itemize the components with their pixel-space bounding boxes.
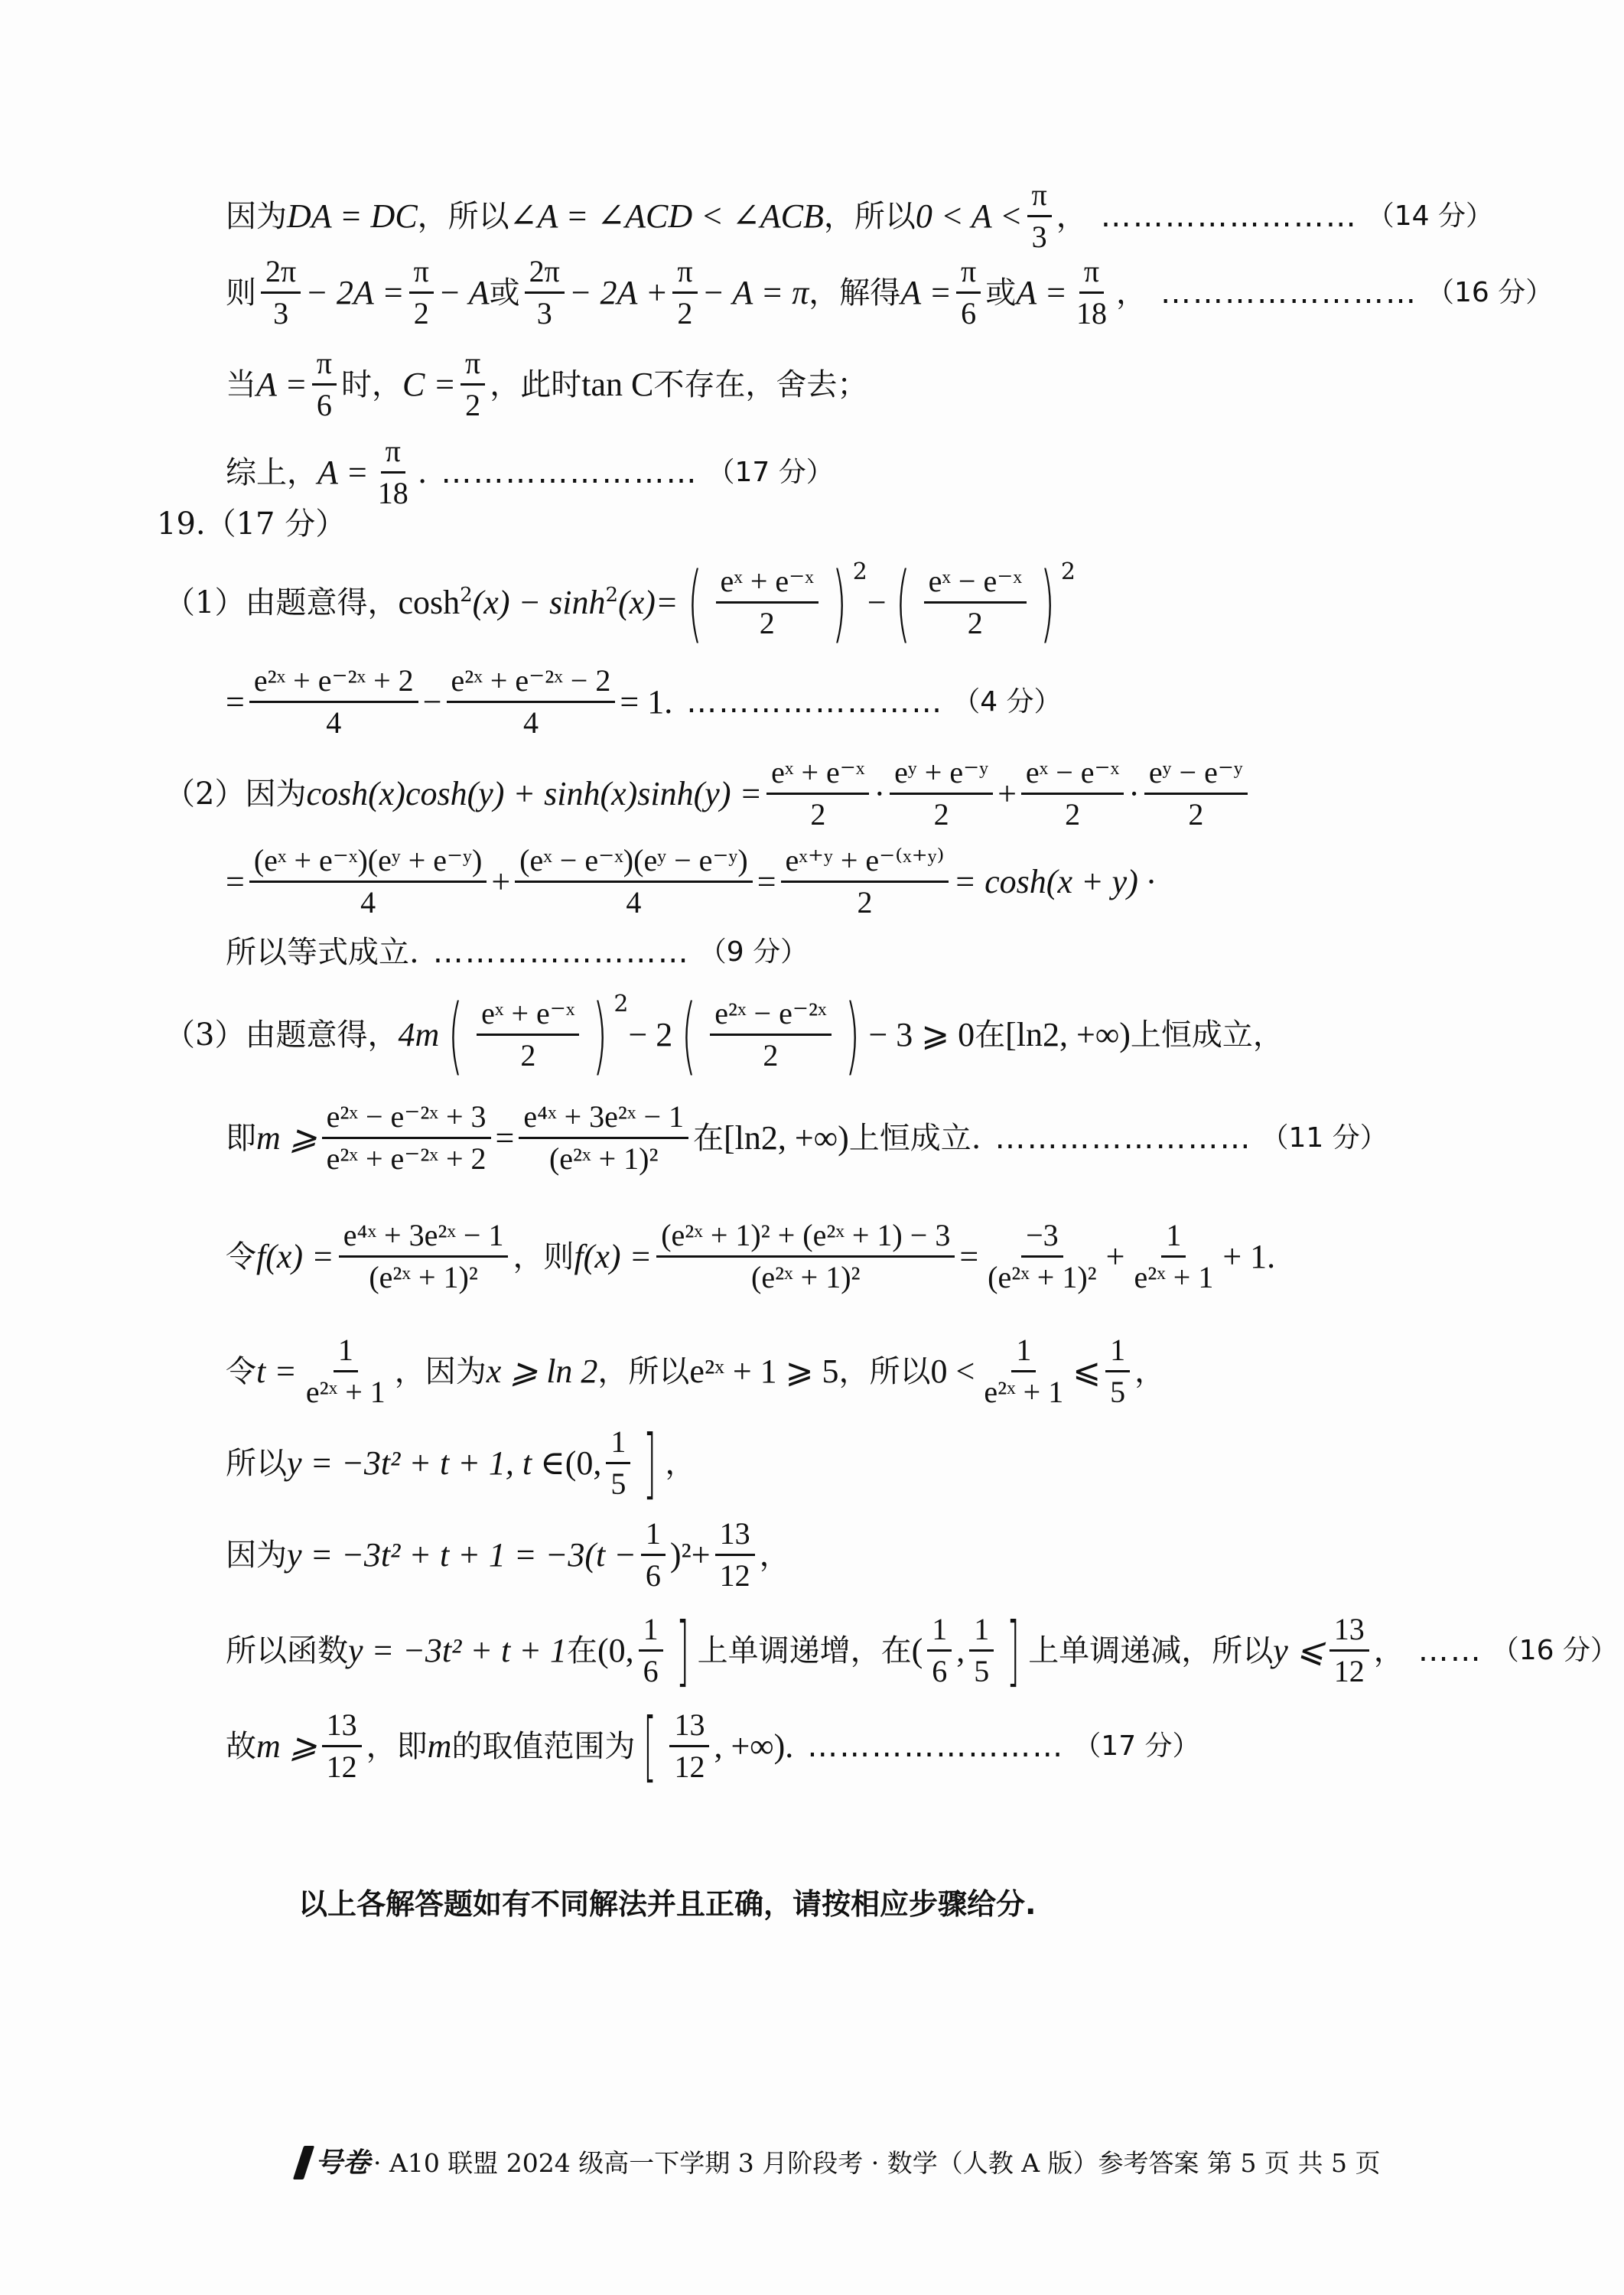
fraction: $\frac{\text{eʸ − e⁻ʸ}}{2}$ [1144, 757, 1248, 830]
math: = 1. [620, 682, 673, 721]
text: （3）由题意得， [164, 1017, 399, 1053]
fraction: $\frac{\pi}{6}$ [312, 348, 337, 421]
text: （1）由题意得， [164, 584, 399, 620]
text: 令 [226, 1353, 256, 1389]
fraction: $\frac{\text{(e²ˣ + 1)² + (e²ˣ + 1) − 3}}{\text{(e²ˣ + 1)²}}$ [656, 1220, 955, 1293]
fraction: $\frac{-3}{\text{(e²ˣ + 1)²}}$ [988, 1218, 1097, 1294]
leader-dots: …………………… [994, 1120, 1252, 1156]
part-3-line-1: （3）由题意得， 4m ( $\frac{\text{eˣ + e⁻ˣ}}{2}$ ) 2 − 2 ( $\frac{\text{e²ˣ − e⁻²ˣ}}{2}$ ) − 3 ⩾ 0 在 [ln2, +∞) 上恒成立， [164, 985, 1284, 1084]
text: 上单调递减，所以 [1028, 1633, 1274, 1668]
part-3-line-3 [226, 1220, 1275, 1293]
part-3-line-2 [226, 1099, 1388, 1176]
fraction: $\frac{\text{eˣ + e⁻ˣ}}{2}$ [477, 998, 579, 1071]
score-label: （16 分） [1427, 276, 1554, 308]
math: y ⩽ [1273, 1631, 1325, 1669]
leader-dots: …………………… [686, 684, 944, 720]
part-1-line-2 [226, 663, 1062, 740]
footer-text: · A10 联盟 2024 级高一下学期 3 月阶段考 · 数学（人教 A 版）参考答案 第 5 页 共 5 页 [373, 2147, 1381, 2178]
text: 所以等式成立. [226, 935, 419, 970]
fraction: $\frac{\text{(eˣ − e⁻ˣ)(eʸ − e⁻ʸ)}}{4}$ [515, 845, 753, 918]
math: m ⩾ [256, 1727, 317, 1765]
leader-dots: …………………… [1160, 275, 1418, 311]
fraction: $\frac{\pi}{2}$ [409, 256, 434, 329]
math: = [495, 1118, 515, 1157]
math: (0, [565, 1444, 602, 1482]
math: A = [1016, 273, 1068, 311]
fraction: $\frac{\text{eˣ − e⁻ˣ}}{2}$ [1021, 757, 1124, 830]
math: A = [317, 453, 369, 491]
fraction: $\frac{\text{e⁴ˣ + 3e²ˣ − 1}}{\text{(e²ˣ + 1)²}}$ [519, 1102, 688, 1174]
math: = [959, 1237, 979, 1275]
math: + 1. [1222, 1237, 1276, 1275]
text: ， [665, 1445, 696, 1481]
text: 在 [693, 1120, 724, 1156]
text: ，解得 [809, 275, 901, 311]
math: cosh [398, 583, 461, 621]
question-label: 19.（17 分） [157, 506, 347, 542]
grading-note [298, 1887, 1037, 1921]
solution-line-4 [226, 436, 834, 509]
fraction: $\frac{1}{\text{e²ˣ + 1}}$ [1134, 1218, 1214, 1294]
part-2-line-1 [164, 757, 1252, 830]
bracket: ] [675, 1605, 689, 1695]
fraction: $\frac{1}{6}$ [927, 1614, 952, 1687]
text: （2）因为 [164, 776, 307, 812]
solution-line-3 [226, 348, 867, 421]
exponent: 2 [852, 558, 867, 585]
solution-line-2 [226, 256, 1553, 329]
fraction: $\frac{\text{eˣ + e⁻ˣ}}{2}$ [766, 757, 869, 830]
math: + [491, 862, 511, 900]
math: (t − [584, 1535, 636, 1574]
fraction: $\frac{2\pi}{3}$ [261, 256, 301, 329]
text: ， [759, 1537, 790, 1573]
text: ，即 [366, 1728, 428, 1764]
text: 故 [226, 1728, 256, 1764]
math: cosh(x)cosh(y) + sinh(x)sinh(y) = [306, 774, 763, 812]
part-3-line-5 [226, 1418, 696, 1508]
math: − 2 [628, 1015, 673, 1053]
math: − A = π [701, 273, 809, 311]
part-2-line-3 [226, 937, 808, 968]
math: 0 < A < [915, 197, 1023, 235]
fraction: $\frac{\text{eʸ + e⁻ʸ}}{2}$ [890, 757, 993, 830]
part-3-line-4 [226, 1335, 1165, 1408]
math: ∠A = ∠ACD < ∠ACB [509, 197, 824, 235]
text: 所以 [226, 1445, 287, 1481]
math: [ln2, +∞) [724, 1118, 849, 1157]
fraction: $\frac{1}{6}$ [641, 1519, 666, 1591]
text: 因为 [226, 198, 287, 234]
math: [ln2, +∞) [1005, 1015, 1131, 1053]
math: )² [669, 1535, 692, 1574]
math: + [998, 774, 1017, 812]
math: tan C [581, 365, 654, 403]
brand-logo-icon [293, 2146, 314, 2179]
text: 在 [975, 1017, 1006, 1053]
math: 0 < [930, 1352, 975, 1390]
math: − A [438, 273, 490, 311]
text: ，所以 [838, 1353, 931, 1389]
fraction: $\frac{13}{12}$ [715, 1519, 755, 1591]
part-1-line-1: （1）由题意得， cosh 2 (x) − sinh 2 (x)= ( $\frac{\text{eˣ + e⁻ˣ}}{2}$ ) 2 − ( $\frac{\text{eˣ − e⁻ˣ}}{2}$ ) 2 [164, 553, 1076, 652]
fraction: $\frac{13}{12}$ [669, 1710, 709, 1782]
text: ， [1134, 1353, 1166, 1389]
text: 所以函数 [226, 1633, 348, 1668]
math: − [867, 583, 887, 621]
fraction: $\frac{1}{\text{e²ˣ + 1}}$ [984, 1333, 1064, 1409]
math: y = −3t² + t + 1 [348, 1631, 567, 1669]
text: 的取值范围为 [451, 1728, 636, 1764]
text: 即 [226, 1120, 256, 1156]
score-label: （11 分） [1261, 1121, 1388, 1154]
part-3-line-7 [226, 1605, 1618, 1695]
text: 上恒成立， [1130, 1017, 1284, 1053]
page-footer [298, 2146, 1380, 2179]
math: − 3 ⩾ 0 [868, 1015, 975, 1053]
score-label: （14 分） [1366, 200, 1493, 232]
text: 或 [489, 275, 520, 311]
math: A = [900, 273, 952, 311]
fraction: $\frac{\text{eˣ − e⁻ˣ}}{2}$ [924, 566, 1027, 639]
text: ，此时 [490, 366, 582, 402]
exponent: 2 [605, 583, 619, 607]
fraction: $\frac{\text{eˣ⁺ʸ + e⁻⁽ˣ⁺ʸ⁾}}{2}$ [781, 845, 949, 918]
text: 或 [985, 275, 1017, 311]
leader-dots: …………………… [1100, 198, 1358, 234]
leader-dots: …………………… [807, 1728, 1065, 1764]
score-label: （9 分） [698, 936, 809, 968]
math: (x)= [618, 583, 679, 621]
math: − 2A = [305, 273, 405, 311]
math: y = −3t² + t + 1 = −3 [287, 1535, 585, 1574]
text: 不存在，舍去； [653, 366, 868, 402]
math: A = [256, 365, 308, 403]
text: ， [1373, 1633, 1404, 1668]
text: 上恒成立. [848, 1120, 981, 1156]
text: ，所以 [597, 1353, 690, 1389]
fraction: $\frac{1}{6}$ [639, 1614, 663, 1687]
exponent: 2 [1060, 558, 1076, 585]
brand-name: 号卷 [315, 2147, 371, 2179]
text: ，因为 [394, 1353, 487, 1389]
exponent: 2 [613, 990, 629, 1017]
bracket: ] [643, 1418, 657, 1508]
fraction: $\frac{\pi}{2}$ [672, 256, 697, 329]
math: (x) − sinh [472, 583, 606, 621]
leader-dots: …………………… [432, 935, 690, 970]
leader-dots: …………………… [441, 454, 698, 490]
math: e²ˣ + 1 ⩾ 5 [689, 1352, 839, 1390]
math: , [956, 1631, 965, 1669]
text: ， [1056, 198, 1087, 234]
fraction: $\frac{\text{e²ˣ − e⁻²ˣ + 3}}{\text{e²ˣ + e⁻²ˣ + 2}}$ [322, 1102, 491, 1174]
math: 4m [398, 1015, 440, 1053]
fraction: $\frac{1}{5}$ [969, 1614, 994, 1687]
math: ⩽ [1072, 1352, 1102, 1390]
fraction: $\frac{\text{e²ˣ + e⁻²ˣ − 2}}{4}$ [447, 666, 616, 738]
fraction: $\frac{\text{e²ˣ + e⁻²ˣ + 2}}{4}$ [249, 666, 418, 738]
text: 时， [340, 366, 402, 402]
math: · [1128, 774, 1140, 812]
text: 则 [226, 275, 256, 311]
math: m [427, 1727, 452, 1765]
score-label: （17 分） [707, 456, 834, 488]
fraction: $\frac{\text{e²ˣ − e⁻²ˣ}}{2}$ [710, 998, 831, 1071]
math: = [226, 862, 245, 900]
text: 令 [226, 1239, 256, 1274]
fraction: $\frac{13}{12}$ [1329, 1614, 1369, 1687]
score-label: （16 分） [1491, 1634, 1618, 1666]
solution-line-1 [226, 177, 1493, 254]
fraction: $\frac{\pi}{18}$ [1076, 254, 1108, 330]
math: , +∞). [714, 1727, 794, 1765]
bracket: [ [643, 1701, 657, 1791]
fraction: $\frac{\pi}{2}$ [461, 348, 485, 421]
math: DA = DC [287, 197, 418, 235]
text: 综上， [226, 454, 317, 490]
fraction: $\frac{1}{5}$ [1105, 1335, 1130, 1408]
part-3-line-8 [226, 1701, 1200, 1791]
math: = [757, 862, 776, 900]
fraction: $\frac{\pi}{18}$ [377, 434, 408, 510]
text: . [417, 454, 428, 490]
math: + [691, 1535, 711, 1574]
text: ，所以 [417, 198, 509, 234]
fraction: $\frac{1}{5}$ [606, 1427, 630, 1499]
math: x ⩾ ln 2 [486, 1352, 598, 1390]
math: · [874, 774, 886, 812]
score-label: （4 分） [952, 685, 1062, 718]
fraction: $\frac{13}{12}$ [322, 1710, 362, 1782]
math: y = −3t² + t + 1, t ∈ [287, 1444, 565, 1482]
text: 因为 [226, 1537, 287, 1573]
math: f(x) = [256, 1237, 334, 1275]
fraction: $\frac{\pi}{3}$ [1027, 180, 1052, 252]
part-3-line-6 [226, 1516, 790, 1593]
math: C = [402, 365, 457, 403]
fraction: $\frac{\text{eˣ + e⁻ˣ}}{2}$ [716, 566, 819, 639]
text: 上单调递增，在 [697, 1633, 912, 1668]
text: ， [1116, 275, 1147, 311]
math: − 2A + [568, 273, 669, 311]
math: f(x) = [574, 1237, 653, 1275]
math: m ⩾ [256, 1118, 317, 1157]
math: ( [911, 1631, 923, 1669]
score-label: （17 分） [1073, 1730, 1200, 1762]
fraction: $\frac{2\pi}{3}$ [525, 256, 565, 329]
note-text: 以上各解答题如有不同解法并且正确，请按相应步骤给分. [298, 1887, 1037, 1921]
math: = [226, 682, 245, 721]
fraction: $\frac{\text{(eˣ + e⁻ˣ)(eʸ + e⁻ʸ)}}{4}$ [249, 845, 487, 918]
text: 当 [226, 366, 256, 402]
bracket: ] [1006, 1605, 1020, 1695]
fraction: $\frac{1}{\text{e²ˣ + 1}}$ [305, 1333, 386, 1409]
part-2-line-2 [226, 845, 1155, 918]
text: 在 [566, 1633, 597, 1668]
math: + [1105, 1237, 1125, 1275]
fraction: $\frac{\pi}{6}$ [956, 256, 981, 329]
text: ，则 [513, 1239, 574, 1274]
exponent: 2 [460, 583, 473, 607]
question-19-header [157, 506, 347, 542]
math: t = [256, 1352, 297, 1390]
math: − [422, 682, 442, 721]
math: = cosh(x + y) · [953, 862, 1155, 900]
text: ，所以 [823, 198, 916, 234]
leader-dots: …… [1417, 1633, 1482, 1668]
fraction: $\frac{\text{e⁴ˣ + 3e²ˣ − 1}}{\text{(e²ˣ + 1)²}}$ [339, 1220, 509, 1293]
math: (0, [597, 1631, 634, 1669]
